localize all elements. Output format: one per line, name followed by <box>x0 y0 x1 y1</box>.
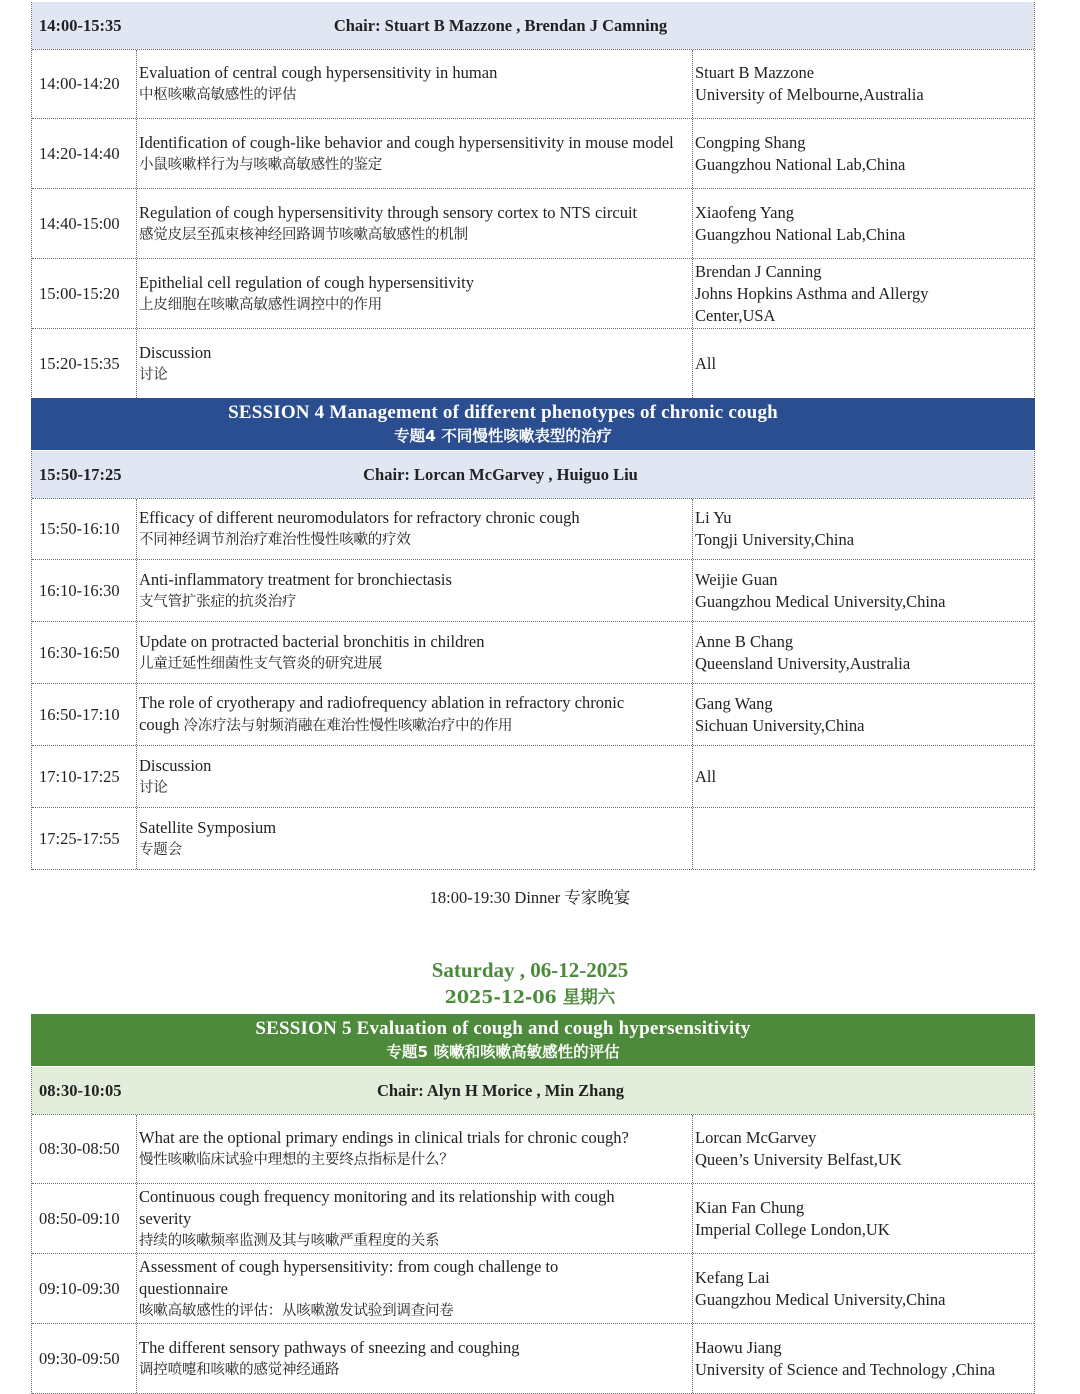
speaker-affiliation: Sichuan University,China <box>695 715 865 735</box>
chair-row <box>32 451 1034 498</box>
talk-title-cell <box>137 189 693 258</box>
speaker-name: Weijie Guan <box>695 569 778 589</box>
talk-title-cell <box>137 808 693 869</box>
talk-title: Update on protracted bacterial bronchitis in children <box>139 631 485 651</box>
time-slot: 09:30-09:50 <box>32 1324 137 1393</box>
speaker-cell <box>693 259 1034 328</box>
talk-title-zh: 调控喷嚏和咳嗽的感觉神经通路 <box>139 1361 340 1378</box>
speaker-cell <box>693 499 1034 559</box>
speaker-affiliation: Queen’s University Belfast,UK <box>695 1150 902 1169</box>
time-slot: 16:50-17:10 <box>32 684 137 745</box>
talk-title-zh: 中枢咳嗽高敏感性的评估 <box>139 87 297 103</box>
speaker-name: Kefang Lai <box>695 1267 770 1287</box>
speaker-affiliation: Guangzhou Medical University,China <box>695 591 946 611</box>
table-row <box>32 1184 1034 1254</box>
session5-table <box>31 1067 1035 1394</box>
talk-title-cell <box>137 1115 693 1183</box>
speaker-affiliation: Tongji University,China <box>695 530 855 549</box>
time-slot: 16:10-16:30 <box>32 560 137 621</box>
talk-title-cell <box>137 259 693 328</box>
talk-title-zh: 专题会 <box>139 841 182 858</box>
talk-title: The role of cryotherapy and radiofrequency ablation in refractory chronic <box>139 693 625 712</box>
speaker-name: Congping Shang <box>695 132 806 152</box>
talk-title: Continuous cough frequency monitoring and its relationship with cough severity <box>139 1186 615 1228</box>
speaker-cell <box>693 1324 1034 1393</box>
talk-title: Evaluation of central cough hypersensitivity in human <box>139 63 498 82</box>
session4-table <box>31 451 1035 870</box>
speaker-name: All <box>695 766 717 786</box>
table-row <box>32 684 1034 746</box>
table-row <box>32 808 1034 870</box>
time-slot: 14:00-14:20 <box>32 50 137 118</box>
speaker-cell <box>693 1184 1034 1253</box>
talk-title-zh: 持续的咳嗽频率监测及其与咳嗽严重程度的关系 <box>139 1232 440 1249</box>
speaker-name: Brendan J Canning <box>695 261 822 281</box>
talk-title: What are the optional primary endings in clinical trials for chronic cough? <box>139 1128 629 1147</box>
speaker-cell <box>693 50 1034 118</box>
talk-title: Discussion <box>139 755 212 775</box>
speaker-name: Gang Wang <box>695 693 773 713</box>
talk-title-cell <box>137 329 693 398</box>
time-slot: 15:20-15:35 <box>32 329 137 398</box>
table-row <box>32 1324 1034 1394</box>
talk-title-cell <box>137 684 693 745</box>
talk-title: Anti-inflammatory treatment for bronchiectasis <box>139 569 452 589</box>
speaker-cell <box>693 1254 1034 1323</box>
talk-title-cell <box>137 622 693 683</box>
speaker-affiliation: Guangzhou National Lab,China <box>695 224 906 244</box>
session3-table <box>31 2 1035 399</box>
talk-title: Assessment of cough hypersensitivity: from cough challenge to questionnaire <box>139 1256 559 1298</box>
talk-title-zh: 小鼠咳嗽样行为与咳嗽高敏感性的鉴定 <box>139 156 383 173</box>
talk-title-zh: 不同神经调节剂治疗难治性慢性咳嗽的疗效 <box>139 532 411 548</box>
talk-title: Regulation of cough hypersensitivity through sensory cortex to NTS circuit <box>139 202 638 222</box>
session-title: SESSION 4 Management of different phenotypes of chronic cough <box>228 402 778 423</box>
speaker-name: Anne B Chang <box>695 631 794 651</box>
table-row <box>32 1114 1034 1184</box>
talk-title-line2 <box>139 714 688 737</box>
time-slot: 16:30-16:50 <box>32 622 137 683</box>
speaker-name: Kian Fan Chung <box>695 1197 805 1217</box>
speaker-affiliation: Johns Hopkins Asthma and Allergy Center,USA <box>695 283 929 325</box>
chair-row <box>32 2 1034 49</box>
session-title-zh: 专题5 咳嗽和咳嗽高敏感性的评估 <box>386 1043 620 1061</box>
talk-title-cell <box>137 499 693 559</box>
speaker-cell <box>693 622 1034 683</box>
time-slot: 14:40-15:00 <box>32 189 137 258</box>
table-row <box>32 498 1034 560</box>
talk-title-cell <box>137 119 693 188</box>
time-slot: 17:25-17:55 <box>32 808 137 869</box>
talk-title-word: cough <box>139 715 180 734</box>
table-row <box>32 119 1034 189</box>
talk-title-cell <box>137 50 693 118</box>
chair-time: 15:50-17:25 <box>39 464 122 484</box>
time-slot: 14:20-14:40 <box>32 119 137 188</box>
speaker-cell <box>693 746 1034 807</box>
talk-title: Epithelial cell regulation of cough hypersensitivity <box>139 272 474 292</box>
table-row <box>32 1254 1034 1324</box>
talk-title: Satellite Symposium <box>139 817 277 837</box>
talk-title-cell <box>137 1184 693 1253</box>
chair-time: 08:30-10:05 <box>39 1080 122 1100</box>
time-slot: 17:10-17:25 <box>32 746 137 807</box>
speaker-name: Xiaofeng Yang <box>695 202 794 222</box>
talk-title: Efficacy of different neuromodulators for refractory chronic cough <box>139 508 580 527</box>
talk-title-zh: 冷冻疗法与射频消融在难治性慢性咳嗽治疗中的作用 <box>183 718 513 734</box>
table-row <box>32 560 1034 622</box>
chair-time: 14:00-15:35 <box>39 15 122 35</box>
speaker-affiliation: Queensland University,Australia <box>695 653 911 673</box>
speaker-affiliation: Guangzhou National Lab,China <box>695 154 906 174</box>
talk-title: Identification of cough-like behavior and cough hypersensitivity in mouse model <box>139 132 674 152</box>
table-row <box>32 622 1034 684</box>
speaker-name: Haowu Jiang <box>695 1337 782 1357</box>
time-slot: 15:50-16:10 <box>32 499 137 559</box>
speaker-affiliation: University of Melbourne,Australia <box>695 85 924 104</box>
talk-title: Discussion <box>139 342 212 362</box>
talk-title-zh: 支气管扩张症的抗炎治疗 <box>139 593 297 610</box>
day-heading-zh: 2025-12-06 星期六 <box>444 988 616 1008</box>
table-row <box>32 49 1034 119</box>
speaker-cell <box>693 808 1034 869</box>
table-row <box>32 746 1034 808</box>
day-heading: Saturday , 06-12-2025 <box>431 958 629 982</box>
chair-row <box>32 1067 1034 1114</box>
time-slot: 08:30-08:50 <box>32 1115 137 1183</box>
talk-title-cell <box>137 560 693 621</box>
talk-title-zh: 咳嗽高敏感性的评估：从咳嗽激发试验到调查问卷 <box>139 1302 454 1319</box>
talk-title-cell <box>137 1324 693 1393</box>
chair-names: Chair: Stuart B Mazzone , Brendan J Camning <box>333 15 668 35</box>
talk-title-cell <box>137 1254 693 1323</box>
session-title: SESSION 5 Evaluation of cough and cough hypersensitivity <box>255 1018 751 1039</box>
table-row <box>32 329 1034 399</box>
time-slot: 15:00-15:20 <box>32 259 137 328</box>
talk-title-zh: 讨论 <box>139 779 168 796</box>
time-slot: 09:10-09:30 <box>32 1254 137 1323</box>
talk-title: The different sensory pathways of sneezing and coughing <box>139 1337 520 1357</box>
speaker-affiliation: Imperial College London,UK <box>695 1219 890 1239</box>
speaker-cell <box>693 684 1034 745</box>
talk-title-zh: 慢性咳嗽临床试验中理想的主要终点指标是什么？ <box>139 1152 454 1168</box>
time-slot: 08:50-09:10 <box>32 1184 137 1253</box>
talk-title-zh: 讨论 <box>139 366 168 383</box>
speaker-affiliation: University of Science and Technology ,China <box>695 1359 996 1379</box>
chair-names: Chair: Lorcan McGarvey , Huiguo Liu <box>363 464 638 484</box>
session-banner <box>31 398 1035 450</box>
session-title-zh: 专题4 不同慢性咳嗽表型的治疗 <box>394 427 612 445</box>
speaker-cell <box>693 560 1034 621</box>
table-row <box>32 259 1034 329</box>
speaker-name: All <box>695 353 717 373</box>
speaker-affiliation: Guangzhou Medical University,China <box>695 1289 946 1309</box>
talk-title-zh: 上皮细胞在咳嗽高敏感性调控中的作用 <box>139 296 383 313</box>
talk-title-cell <box>137 746 693 807</box>
table-row <box>32 189 1034 259</box>
speaker-cell <box>693 119 1034 188</box>
session-banner <box>31 1014 1035 1066</box>
speaker-cell <box>693 1115 1034 1183</box>
speaker-name: Stuart B Mazzone <box>695 63 815 82</box>
speaker-name: Li Yu <box>695 508 732 527</box>
dinner-note: 18:00-19:30 Dinner 专家晚宴 <box>429 888 631 907</box>
talk-title-zh: 感觉皮层至孤束核神经回路调节咳嗽高敏感性的机制 <box>139 226 468 243</box>
talk-title-zh: 儿童迁延性细菌性支气管炎的研究进展 <box>139 655 383 672</box>
speaker-cell <box>693 329 1034 398</box>
chair-names: Chair: Alyn H Morice , Min Zhang <box>376 1080 625 1100</box>
speaker-cell <box>693 189 1034 258</box>
speaker-name: Lorcan McGarvey <box>695 1128 817 1147</box>
